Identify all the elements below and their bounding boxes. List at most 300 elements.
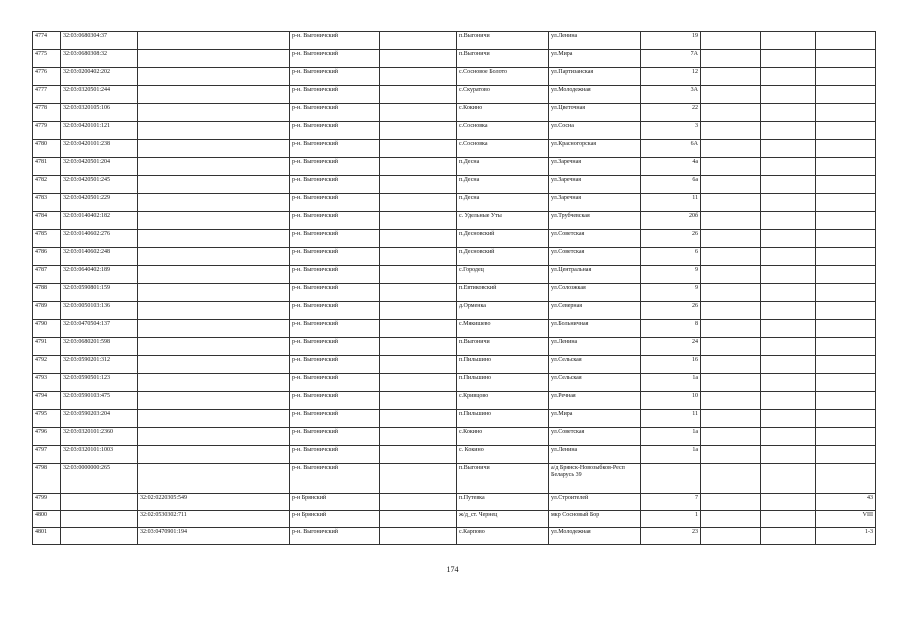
empty-cell (380, 50, 457, 68)
empty-cell (380, 464, 457, 494)
empty-cell (380, 446, 457, 464)
cell-street: ул.Трубчевская (549, 212, 641, 230)
empty-cell (701, 428, 761, 446)
cell-cad2 (138, 32, 290, 50)
cell-n: 4782 (33, 176, 61, 194)
cell-street: ул.Сосна (549, 122, 641, 140)
cell-n: 4791 (33, 338, 61, 356)
empty-cell (701, 158, 761, 176)
cell-cad2 (138, 230, 290, 248)
empty-cell (701, 446, 761, 464)
cell-extra (816, 446, 876, 464)
cell-district: р-н. Выгоничский (290, 104, 380, 122)
cell-street: ул.Центральная (549, 266, 641, 284)
cell-cad: 32:03:0590203:204 (61, 410, 138, 428)
cell-cad: 32:03:0680201:598 (61, 338, 138, 356)
cell-n: 4795 (33, 410, 61, 428)
cell-house: 1а (641, 428, 701, 446)
empty-cell (761, 230, 816, 248)
cell-cad: 32:03:0420501:245 (61, 176, 138, 194)
cell-cad: 32:03:0050103:136 (61, 302, 138, 320)
cell-extra: VIII (816, 511, 876, 528)
cell-district: р-н. Выгоничский (290, 374, 380, 392)
cell-house: 7 (641, 494, 701, 511)
cell-house: 6а (641, 176, 701, 194)
cell-settlement: п.Десна (457, 194, 549, 212)
cell-cad: 32:03:0590201:312 (61, 356, 138, 374)
empty-cell (761, 284, 816, 302)
cell-settlement: с.Сосновка (457, 140, 549, 158)
cell-street: ул.Советская (549, 230, 641, 248)
empty-cell (761, 356, 816, 374)
cell-cad2 (138, 374, 290, 392)
cell-street: ул.Заречная (549, 194, 641, 212)
empty-cell (761, 302, 816, 320)
cell-cad: 32:03:0140402:182 (61, 212, 138, 230)
cell-street: ул.Красногорская (549, 140, 641, 158)
empty-cell (761, 338, 816, 356)
table-row (33, 68, 876, 86)
table-row (33, 194, 876, 212)
empty-cell (761, 374, 816, 392)
cell-street: ул.Ленина (549, 446, 641, 464)
cell-street: ул.Заречная (549, 158, 641, 176)
cell-street: ул.Партизанская (549, 68, 641, 86)
table-row (33, 338, 876, 356)
cell-settlement: с. Удельные Уты (457, 212, 549, 230)
cell-settlement: п.Пильшино (457, 356, 549, 374)
cell-n: 4775 (33, 50, 61, 68)
empty-cell (380, 158, 457, 176)
cell-extra (816, 284, 876, 302)
cell-cad (61, 511, 138, 528)
empty-cell (380, 410, 457, 428)
cell-cad2 (138, 410, 290, 428)
cell-house: 8 (641, 320, 701, 338)
empty-cell (761, 176, 816, 194)
cell-district: р-н. Выгоничский (290, 86, 380, 104)
cell-district: р-н. Выгоничский (290, 284, 380, 302)
cell-cad: 32:03:0640402:189 (61, 266, 138, 284)
empty-cell (380, 266, 457, 284)
cell-district: р-н. Выгоничский (290, 302, 380, 320)
empty-cell (380, 248, 457, 266)
cell-cad2 (138, 284, 290, 302)
cell-n: 4801 (33, 528, 61, 545)
table-row (33, 212, 876, 230)
cell-extra (816, 50, 876, 68)
cell-street: мкр Сосновый Бор (549, 511, 641, 528)
cell-extra (816, 140, 876, 158)
cell-cad2 (138, 302, 290, 320)
empty-cell (380, 104, 457, 122)
table-row (33, 356, 876, 374)
cell-extra (816, 410, 876, 428)
cell-n: 4799 (33, 494, 61, 511)
empty-cell (761, 32, 816, 50)
cell-street: ул.Молодежная (549, 528, 641, 545)
cell-cad: 32:03:0000000:265 (61, 464, 138, 494)
cell-extra (816, 212, 876, 230)
empty-cell (380, 356, 457, 374)
cell-cad2 (138, 248, 290, 266)
cell-street: ул.Мира (549, 410, 641, 428)
empty-cell (380, 194, 457, 212)
cell-cad2 (138, 86, 290, 104)
table-row (33, 86, 876, 104)
cell-n: 4776 (33, 68, 61, 86)
cell-house: 9 (641, 266, 701, 284)
cell-cad: 32:03:0140602:248 (61, 248, 138, 266)
cell-street: ул.Сельская (549, 356, 641, 374)
cell-district: р-н. Выгоничский (290, 356, 380, 374)
cell-house: 3 (641, 122, 701, 140)
table-row (33, 158, 876, 176)
cell-street: ул.Цветочная (549, 104, 641, 122)
cell-house: 26 (641, 302, 701, 320)
empty-cell (701, 266, 761, 284)
cell-cad2 (138, 194, 290, 212)
table-row (33, 266, 876, 284)
cell-n: 4793 (33, 374, 61, 392)
cell-n: 4789 (33, 302, 61, 320)
empty-cell (380, 32, 457, 50)
table-row (33, 494, 876, 511)
cell-street: ул.Речная (549, 392, 641, 410)
empty-cell (761, 528, 816, 545)
empty-cell (701, 32, 761, 50)
empty-cell (761, 212, 816, 230)
registry-table (32, 31, 876, 545)
empty-cell (701, 338, 761, 356)
cell-house: 12 (641, 68, 701, 86)
empty-cell (701, 122, 761, 140)
cell-settlement: п.Десна (457, 158, 549, 176)
empty-cell (380, 494, 457, 511)
cell-street: ул.Заречная (549, 176, 641, 194)
empty-cell (701, 284, 761, 302)
cell-district: р-н. Выгоничский (290, 50, 380, 68)
cell-settlement: с.Кривцово (457, 392, 549, 410)
empty-cell (761, 140, 816, 158)
empty-cell (701, 392, 761, 410)
cell-house: 9 (641, 284, 701, 302)
cell-settlement: п.Пильшино (457, 410, 549, 428)
cell-district: р-н. Выгоничский (290, 140, 380, 158)
empty-cell (380, 284, 457, 302)
empty-cell (701, 140, 761, 158)
cell-district: р-н. Выгоничский (290, 230, 380, 248)
table-row (33, 392, 876, 410)
empty-cell (701, 410, 761, 428)
cell-extra (816, 464, 876, 494)
empty-cell (701, 68, 761, 86)
empty-cell (701, 176, 761, 194)
cell-cad: 32:03:0320501:244 (61, 86, 138, 104)
cell-cad2: 32:02:0220305:549 (138, 494, 290, 511)
empty-cell (761, 122, 816, 140)
cell-cad2 (138, 428, 290, 446)
cell-n: 4792 (33, 356, 61, 374)
cell-extra (816, 248, 876, 266)
cell-extra (816, 230, 876, 248)
cell-street: ул.Солозжкая (549, 284, 641, 302)
table-row (33, 320, 876, 338)
cell-street: ул.Молодежная (549, 86, 641, 104)
table-row (33, 230, 876, 248)
empty-cell (380, 374, 457, 392)
cell-district: р-н. Выгоничский (290, 464, 380, 494)
cell-n: 4786 (33, 248, 61, 266)
cell-settlement: п.Пильшино (457, 374, 549, 392)
cell-house: 11 (641, 410, 701, 428)
empty-cell (701, 248, 761, 266)
cell-settlement: п.Евтиковский (457, 284, 549, 302)
cell-cad: 32:03:0680304:37 (61, 32, 138, 50)
cell-extra (816, 176, 876, 194)
cell-house: 20б (641, 212, 701, 230)
cell-n: 4796 (33, 428, 61, 446)
cell-extra (816, 122, 876, 140)
empty-cell (761, 86, 816, 104)
cell-settlement: с.Сосновое Болото (457, 68, 549, 86)
empty-cell (701, 374, 761, 392)
empty-cell (701, 194, 761, 212)
cell-settlement: п.Выгоничи (457, 464, 549, 494)
table-row (33, 50, 876, 68)
empty-cell (761, 511, 816, 528)
cell-extra (816, 302, 876, 320)
cell-settlement: п.Выгоничи (457, 50, 549, 68)
table-row (33, 374, 876, 392)
empty-cell (761, 392, 816, 410)
cell-n: 4800 (33, 511, 61, 528)
cell-settlement: с.Скуратово (457, 86, 549, 104)
cell-n: 4778 (33, 104, 61, 122)
cell-cad: 32:03:0320105:106 (61, 104, 138, 122)
table-row (33, 176, 876, 194)
cell-cad: 32:03:0420101:238 (61, 140, 138, 158)
empty-cell (701, 212, 761, 230)
cell-house: 6А (641, 140, 701, 158)
cell-cad (61, 494, 138, 511)
cell-extra: 1-3 (816, 528, 876, 545)
cell-settlement: п.Десновский (457, 230, 549, 248)
cell-street: ул.Строителей (549, 494, 641, 511)
cell-n: 4794 (33, 392, 61, 410)
cell-cad2 (138, 392, 290, 410)
cell-cad: 32:03:0420101:121 (61, 122, 138, 140)
empty-cell (380, 230, 457, 248)
empty-cell (761, 464, 816, 494)
cell-settlement: с.Кокино (457, 104, 549, 122)
page-number: 174 (446, 565, 459, 574)
cell-n: 4780 (33, 140, 61, 158)
empty-cell (701, 230, 761, 248)
cell-cad2 (138, 356, 290, 374)
cell-cad: 32:03:0140602:276 (61, 230, 138, 248)
cell-house: 11 (641, 194, 701, 212)
cell-district: р-н. Выгоничский (290, 528, 380, 545)
cell-extra (816, 374, 876, 392)
cell-house (641, 464, 701, 494)
cell-cad2 (138, 338, 290, 356)
cell-cad2 (138, 266, 290, 284)
cell-house: 4а (641, 158, 701, 176)
empty-cell (380, 86, 457, 104)
cell-district: р-н. Выгоничский (290, 32, 380, 50)
cell-settlement: п.Выгоничи (457, 338, 549, 356)
cell-street: ул.Сельская (549, 374, 641, 392)
cell-settlement: п.Выгоничи (457, 32, 549, 50)
cell-cad: 32:03:0470504:137 (61, 320, 138, 338)
empty-cell (380, 528, 457, 545)
cell-house: 1 (641, 511, 701, 528)
cell-extra (816, 194, 876, 212)
cell-district: р-н. Выгоничский (290, 194, 380, 212)
cell-cad2 (138, 464, 290, 494)
cell-n: 4788 (33, 284, 61, 302)
cell-settlement: с. Кокино (457, 446, 549, 464)
cell-house: 6 (641, 248, 701, 266)
empty-cell (701, 302, 761, 320)
empty-cell (761, 266, 816, 284)
cell-house: 10 (641, 392, 701, 410)
cell-street: ул.Мира (549, 50, 641, 68)
cell-district: р-н. Выгоничский (290, 266, 380, 284)
cell-extra (816, 392, 876, 410)
cell-settlement: п.Десна (457, 176, 549, 194)
table-row (33, 32, 876, 50)
empty-cell (380, 212, 457, 230)
cell-district: р-н. Выгоничский (290, 428, 380, 446)
cell-extra (816, 86, 876, 104)
cell-cad: 32:03:0320101:2360 (61, 428, 138, 446)
empty-cell (701, 320, 761, 338)
empty-cell (380, 320, 457, 338)
empty-cell (701, 494, 761, 511)
cell-n: 4784 (33, 212, 61, 230)
cell-extra (816, 356, 876, 374)
table-row (33, 302, 876, 320)
cell-cad (61, 528, 138, 545)
cell-cad: 32:03:0200402:202 (61, 68, 138, 86)
cell-house: 22 (641, 104, 701, 122)
cell-cad: 32:03:0420501:229 (61, 194, 138, 212)
cell-district: р-н. Выгоничский (290, 68, 380, 86)
table-body (33, 32, 876, 545)
empty-cell (761, 494, 816, 511)
cell-cad2 (138, 140, 290, 158)
table-row (33, 104, 876, 122)
table-row (33, 410, 876, 428)
empty-cell (761, 194, 816, 212)
empty-cell (701, 50, 761, 68)
cell-cad2 (138, 446, 290, 464)
empty-cell (761, 320, 816, 338)
cell-cad: 32:03:0590103:475 (61, 392, 138, 410)
cell-cad: 32:03:0680308:32 (61, 50, 138, 68)
empty-cell (701, 356, 761, 374)
empty-cell (701, 86, 761, 104)
cell-cad: 32:03:0320101:1003 (61, 446, 138, 464)
cell-district: р-н Брянский (290, 494, 380, 511)
empty-cell (701, 528, 761, 545)
cell-settlement: п.Десновский (457, 248, 549, 266)
cell-settlement: ж/д_ст. Чернец (457, 511, 549, 528)
empty-cell (380, 511, 457, 528)
cell-district: р-н. Выгоничский (290, 122, 380, 140)
empty-cell (380, 140, 457, 158)
empty-cell (380, 122, 457, 140)
cell-n: 4785 (33, 230, 61, 248)
empty-cell (761, 446, 816, 464)
cell-n: 4779 (33, 122, 61, 140)
cell-settlement: п.Путевка (457, 494, 549, 511)
cell-cad2 (138, 50, 290, 68)
cell-district: р-н Брянский (290, 511, 380, 528)
cell-house: 1а (641, 374, 701, 392)
empty-cell (761, 50, 816, 68)
empty-cell (761, 248, 816, 266)
cell-cad2: 32:03:0470901:194 (138, 528, 290, 545)
empty-cell (761, 68, 816, 86)
table-row (33, 284, 876, 302)
empty-cell (761, 428, 816, 446)
cell-extra (816, 158, 876, 176)
cell-district: р-н. Выгоничский (290, 392, 380, 410)
cell-n: 4797 (33, 446, 61, 464)
cell-house: 23 (641, 528, 701, 545)
empty-cell (380, 176, 457, 194)
cell-house: 24 (641, 338, 701, 356)
cell-extra (816, 68, 876, 86)
table-row (33, 428, 876, 446)
cell-street: ул.Ленина (549, 338, 641, 356)
table-row (33, 248, 876, 266)
cell-extra (816, 428, 876, 446)
table-row (33, 446, 876, 464)
cell-cad2 (138, 104, 290, 122)
cell-n: 4798 (33, 464, 61, 494)
cell-district: р-н. Выгоничский (290, 320, 380, 338)
table-row (33, 140, 876, 158)
cell-district: р-н. Выгоничский (290, 158, 380, 176)
empty-cell (380, 68, 457, 86)
cell-cad2 (138, 176, 290, 194)
cell-district: р-н. Выгоничский (290, 212, 380, 230)
cell-extra: 43 (816, 494, 876, 511)
cell-cad2 (138, 158, 290, 176)
cell-house: 1а (641, 446, 701, 464)
cell-street: ул.Больничная (549, 320, 641, 338)
cell-district: р-н. Выгоничский (290, 338, 380, 356)
table-row (33, 122, 876, 140)
empty-cell (380, 428, 457, 446)
cell-n: 4783 (33, 194, 61, 212)
cell-cad: 32:03:0420501:204 (61, 158, 138, 176)
empty-cell (701, 104, 761, 122)
cell-district: р-н. Выгоничский (290, 176, 380, 194)
cell-extra (816, 32, 876, 50)
cell-settlement: с.Городец (457, 266, 549, 284)
table-row (33, 528, 876, 545)
cell-street: ул.Советская (549, 428, 641, 446)
cell-settlement: с.Кокино (457, 428, 549, 446)
cell-district: р-н. Выгоничский (290, 446, 380, 464)
cell-cad: 32:03:0590501:123 (61, 374, 138, 392)
empty-cell (761, 410, 816, 428)
